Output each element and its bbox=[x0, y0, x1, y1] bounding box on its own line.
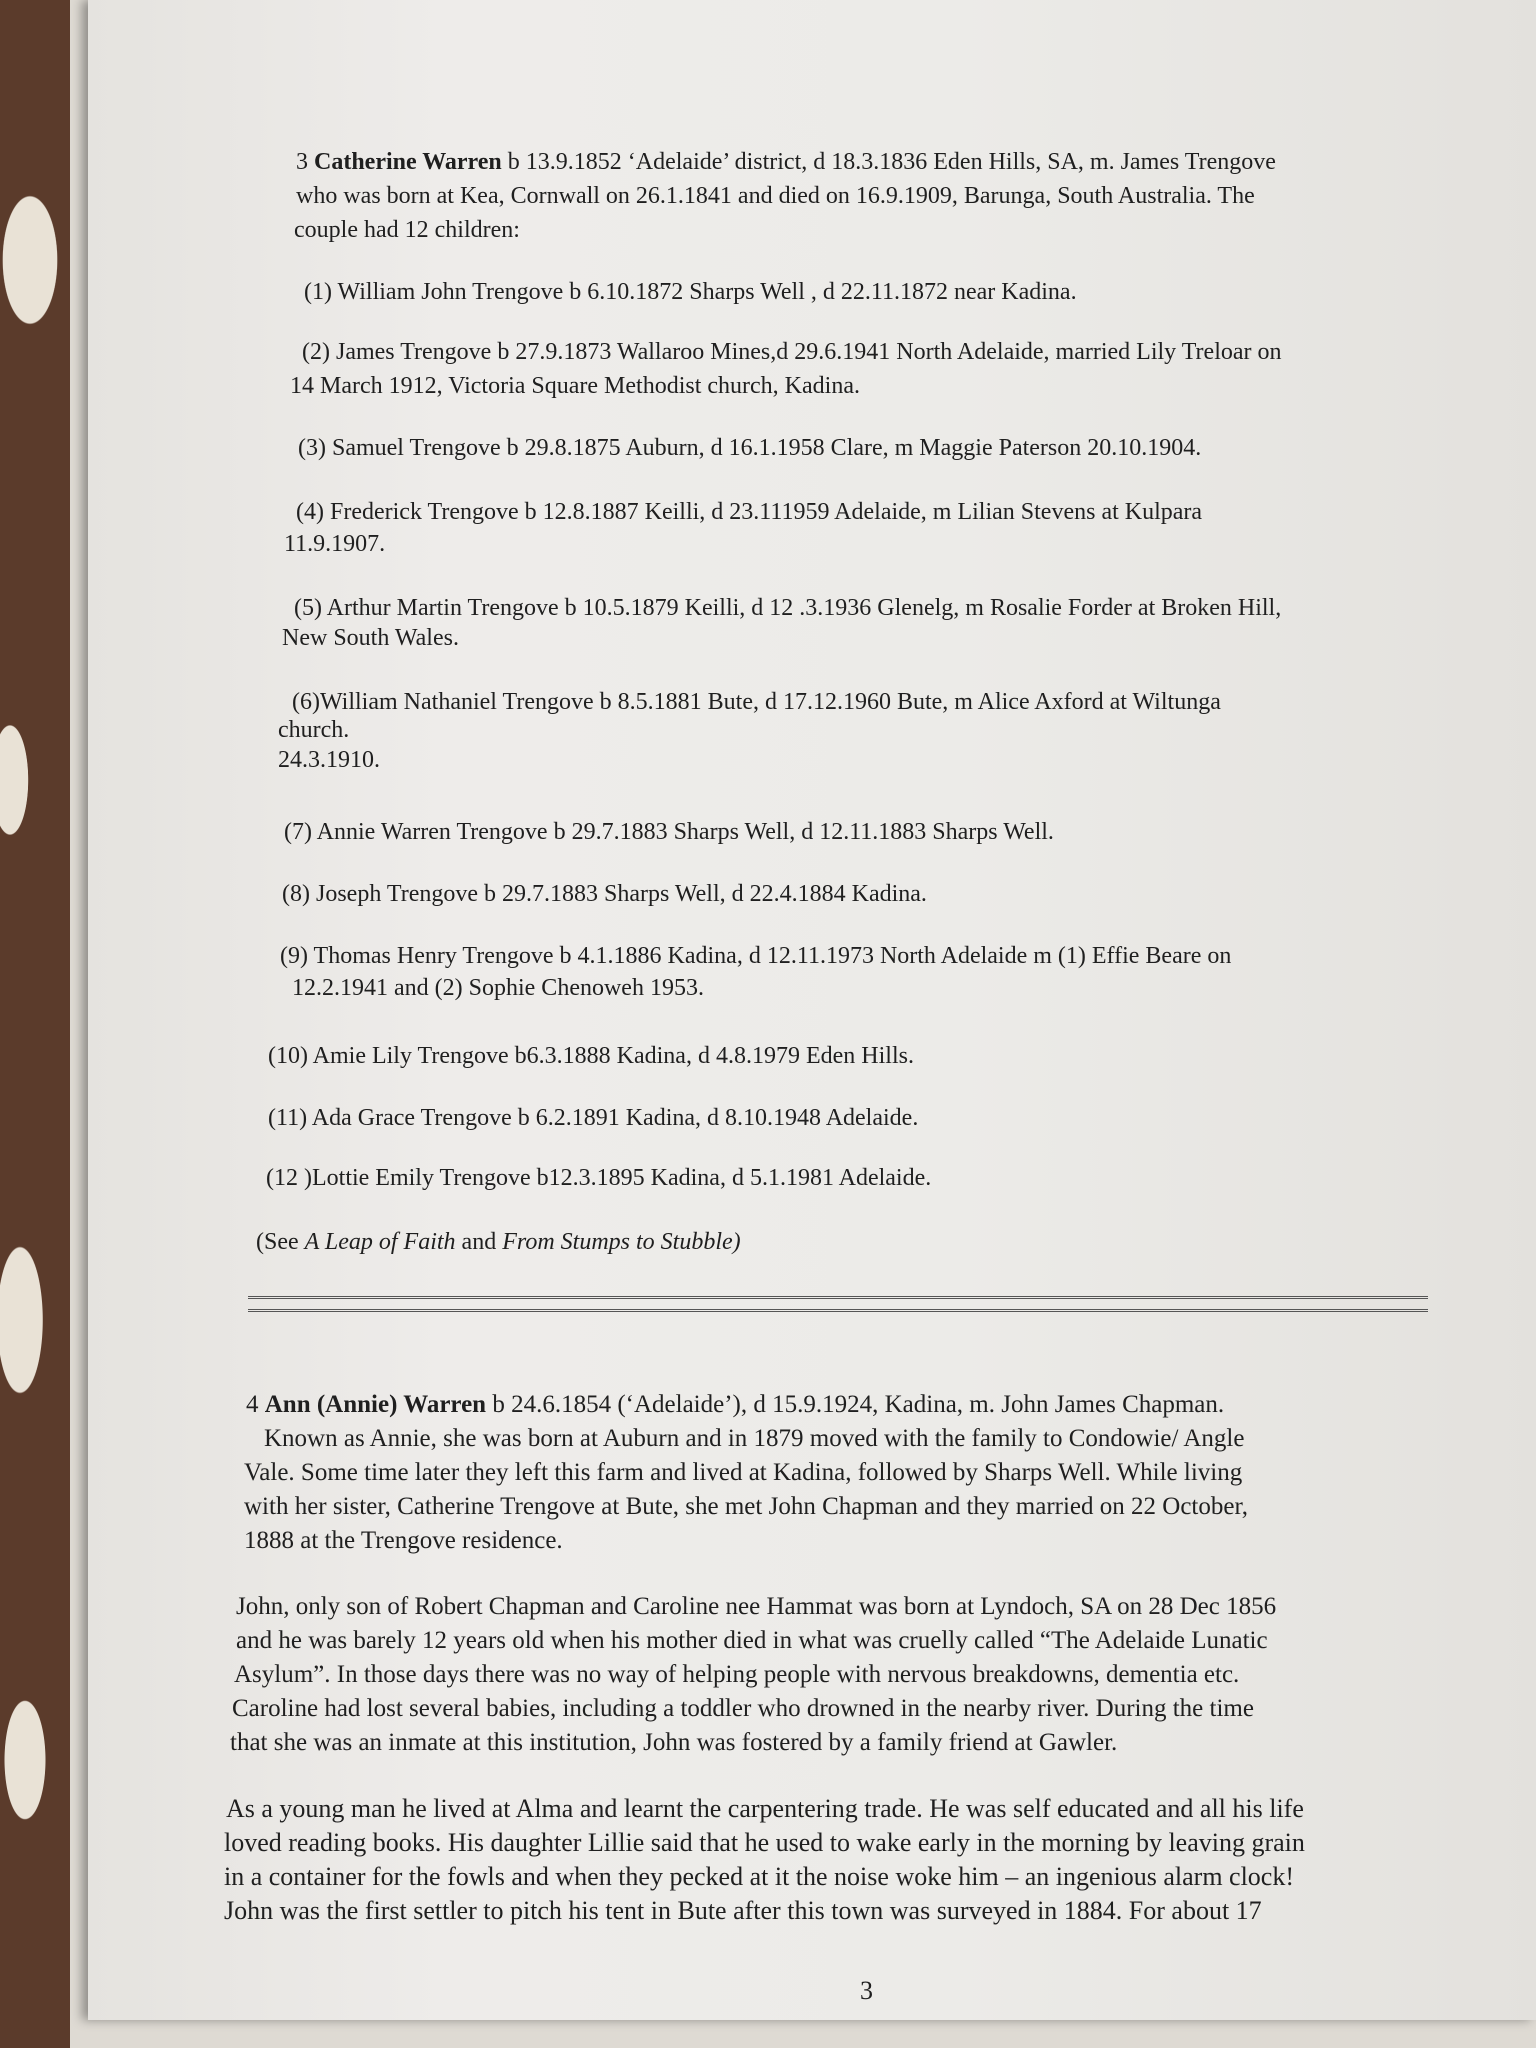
child-entry-4: (4) Frederick Trengove b 12.8.1887 Keilli, d 23.111959 Adelaide, m Lilian Stevens at Kulpara bbox=[296, 499, 1203, 525]
child-entry-6-cont2: 24.3.1910. bbox=[278, 747, 380, 773]
paragraph-line: Caroline had lost several babies, including a toddler who drowned in the nearby river. During the time bbox=[232, 1695, 1254, 1722]
see-and: and bbox=[455, 1229, 503, 1255]
child-entry-3: (3) Samuel Trengove b 29.8.1875 Auburn, d 16.1.1958 Clare, m Maggie Paterson 20.10.1904. bbox=[298, 435, 1202, 461]
paragraph-line: As a young man he lived at Alma and learnt the carpentering trade. He was self educated and all his life bbox=[226, 1794, 1304, 1823]
paragraph-line: Vale. Some time later they left this farm and lived at Kadina, followed by Sharps Well. While living bbox=[244, 1459, 1243, 1486]
paragraph-line: Known as Annie, she was born at Auburn and in 1879 moved with the family to Condowie/ Angle bbox=[264, 1425, 1245, 1452]
child-entry-12: (12 )Lottie Emily Trengove b12.3.1895 Kadina, d 5.1.1981 Adelaide. bbox=[266, 1165, 932, 1191]
entry-number: 4 bbox=[246, 1391, 265, 1418]
paragraph-line: and he was barely 12 years old when his mother died in what was cruelly called “The Adelaide Lunatic bbox=[236, 1627, 1268, 1654]
child-entry-9: (9) Thomas Henry Trengove b 4.1.1886 Kadina, d 12.11.1973 North Adelaide m (1) Effie Beare on bbox=[280, 943, 1232, 969]
paragraph-line: with her sister, Catherine Trengove at Bute, she met John Chapman and they married on 22 October, bbox=[244, 1493, 1249, 1520]
text-line: who was born at Kea, Cornwall on 26.1.1841 and died on 16.9.1909, Barunga, South Australia. The bbox=[296, 183, 1255, 209]
page-number: 3 bbox=[860, 1976, 873, 2005]
entry-details: b 24.6.1854 (‘Adelaide’), d 15.9.1924, Kadina, m. John James Chapman. bbox=[486, 1391, 1225, 1418]
child-entry-11: (11) Ada Grace Trengove b 6.2.1891 Kadina, d 8.10.1948 Adelaide. bbox=[268, 1105, 919, 1131]
child-entry-2: (2) James Trengove b 27.9.1873 Wallaroo Mines,d 29.6.1941 North Adelaide, married Lily Treloar on bbox=[302, 339, 1282, 365]
child-entry-6: (6)William Nathaniel Trengove b 8.5.1881 Bute, d 17.12.1960 Bute, m Alice Axford at Wiltunga bbox=[292, 689, 1221, 715]
person-name: Ann (Annie) Warren bbox=[264, 1391, 487, 1418]
child-entry-4-cont: 11.9.1907. bbox=[284, 531, 386, 557]
child-entry-6-cont: church. bbox=[278, 717, 350, 743]
annie-heading-line bbox=[246, 1390, 1224, 1419]
entry-number: 3 bbox=[296, 149, 314, 175]
child-entry-10: (10) Amie Lily Trengove b6.3.1888 Kadina, d 4.8.1979 Eden Hills. bbox=[268, 1043, 914, 1069]
child-entry-5-cont: New South Wales. bbox=[282, 625, 459, 651]
entry-details: b 13.9.1852 ‘Adelaide’ district, d 18.3.1836 Eden Hills, SA, m. James Trengove bbox=[501, 149, 1276, 175]
paragraph-line: that she was an inmate at this institution, John was fostered by a family friend at Gawler. bbox=[230, 1729, 1118, 1756]
book-title: A Leap of Faith bbox=[304, 1229, 456, 1255]
child-entry-1: (1) William John Trengove b 6.10.1872 Sharps Well , d 22.11.1872 near Kadina. bbox=[304, 279, 1077, 305]
paragraph-line: 1888 at the Trengove residence. bbox=[244, 1527, 563, 1554]
text-line: couple had 12 children: bbox=[294, 217, 520, 243]
child-entry-8: (8) Joseph Trengove b 29.7.1883 Sharps Well, d 22.4.1884 Kadina. bbox=[282, 881, 927, 907]
paragraph-line: John, only son of Robert Chapman and Caroline nee Hammat was born at Lyndoch, SA on 28 Dec 1856 bbox=[236, 1593, 1277, 1620]
paragraph-line: John was the first settler to pitch his tent in Bute after this town was surveyed in 1884. For about 17 bbox=[224, 1896, 1262, 1925]
document-page bbox=[88, 0, 1536, 2020]
child-entry-2-cont: 14 March 1912, Victoria Square Methodist church, Kadina. bbox=[290, 373, 860, 399]
child-entry-7: (7) Annie Warren Trengove b 29.7.1883 Sharps Well, d 12.11.1883 Sharps Well. bbox=[284, 819, 1054, 845]
see-open: (See bbox=[256, 1229, 305, 1255]
catherine-heading-line bbox=[296, 148, 1276, 177]
see-also-reference bbox=[256, 1228, 741, 1257]
child-entry-9-cont: 12.2.1941 and (2) Sophie Chenoweh 1953. bbox=[292, 975, 704, 1001]
paragraph-line: Asylum”. In those days there was no way of helping people with nervous breakdowns, dementia etc. bbox=[234, 1661, 1240, 1688]
section-divider bbox=[248, 1296, 1428, 1312]
paragraph-line: loved reading books. His daughter Lillie said that he used to wake early in the morning by leaving grain bbox=[224, 1828, 1305, 1857]
child-entry-5: (5) Arthur Martin Trengove b 10.5.1879 Keilli, d 12 .3.1936 Glenelg, m Rosalie Forder at Broken Hill, bbox=[294, 595, 1282, 621]
book-title: From Stumps to Stubble) bbox=[502, 1229, 741, 1255]
paragraph-line: in a container for the fowls and when they pecked at it the noise woke him – an ingenious alarm clock! bbox=[224, 1862, 1294, 1891]
person-name: Catherine Warren bbox=[314, 149, 502, 175]
